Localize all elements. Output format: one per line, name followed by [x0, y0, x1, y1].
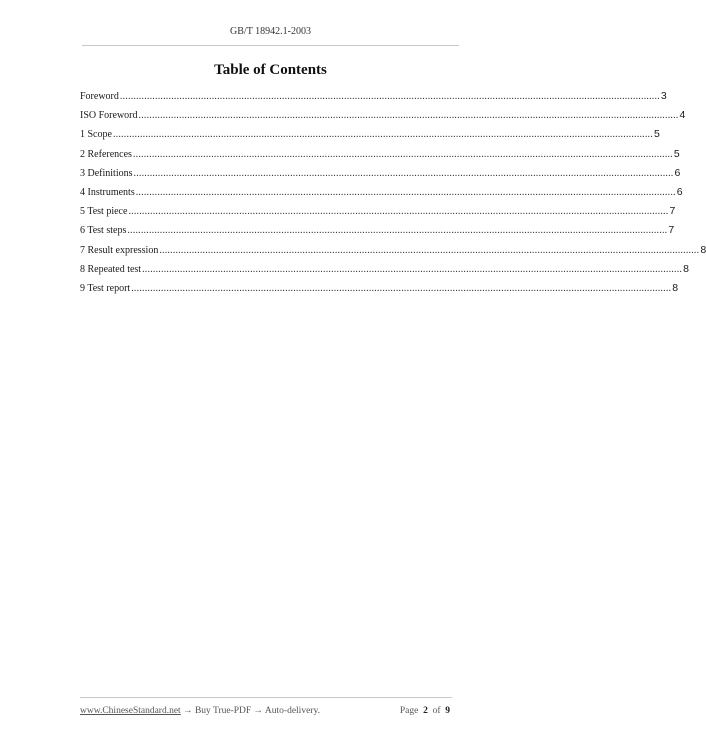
toc-entry[interactable]: [80, 224, 675, 243]
toc-dot-leader: ........................................................................................................................................................................................................: [128, 206, 669, 218]
toc-entry-page: 7: [668, 224, 675, 237]
toc-entry[interactable]: [80, 166, 681, 186]
header-divider: [82, 45, 459, 46]
toc-entry-page: 6: [674, 166, 681, 179]
toc-entry-page: 7: [669, 205, 676, 218]
toc-entry[interactable]: [80, 90, 667, 109]
toc-entry[interactable]: [80, 128, 660, 147]
toc-entry-label: 5 Test piece: [80, 206, 128, 218]
toc-entry-label: 6 Test steps: [80, 225, 127, 237]
toc-entry-label: Foreword: [80, 91, 119, 102]
toc-dot-leader: ........................................................................................................................................................................................................: [133, 167, 674, 179]
page-header: GB/T 18942.1-2003: [230, 26, 311, 37]
toc-dot-leader: ........................................................................................................................................................................................................: [132, 148, 673, 160]
toc-entry-label: 9 Test report: [80, 282, 131, 294]
toc-list: [80, 90, 706, 301]
footer-promo: [80, 706, 320, 716]
toc-entry[interactable]: [80, 205, 676, 224]
toc-entry-label: 4 Instruments: [80, 186, 135, 198]
toc-entry[interactable]: [80, 109, 686, 128]
toc-entry-label: 8 Repeated test: [80, 263, 142, 275]
toc-entry-page: 8: [700, 243, 706, 256]
toc-entry[interactable]: [80, 185, 683, 205]
toc-entry[interactable]: [80, 147, 680, 167]
site-link[interactable]: www.ChineseStandard.net: [80, 706, 181, 716]
toc-title: Table of Contents: [214, 62, 327, 78]
toc-entry-page: 8: [672, 281, 679, 294]
toc-dot-leader: ........................................................................................................................................................................................................: [135, 186, 676, 198]
toc-entry-page: 8: [683, 262, 689, 275]
page-indicator: [400, 706, 450, 716]
toc-dot-leader: ........................................................................................................................................................................................................: [142, 263, 683, 275]
toc-entry-page: 4: [679, 109, 686, 122]
page-label: Page: [399, 706, 419, 716]
toc-entry-page: 5: [653, 128, 660, 141]
toc-entry-label: 3 Definitions: [80, 167, 133, 179]
toc-dot-leader: ........................................................................................................................................................................................................: [127, 225, 668, 237]
current-page-number: 2: [423, 706, 428, 716]
toc-entry[interactable]: [80, 262, 689, 282]
toc-dot-leader: ........................................................................................................................................................................................................: [159, 244, 700, 256]
toc-dot-leader: ........................................................................................................................................................................................................: [131, 282, 672, 294]
toc-entry-label: 1 Scope: [80, 129, 112, 141]
footer-divider: [80, 697, 452, 698]
toc-dot-leader: ........................................................................................................................................................................................................: [138, 110, 679, 122]
toc-entry-page: 3: [660, 90, 667, 102]
toc-entry-label: 7 Result expression: [80, 244, 159, 256]
toc-entry-label: ISO Foreword: [80, 110, 138, 122]
page-of-label: of: [432, 706, 441, 716]
toc-entry-page: 5: [673, 147, 680, 160]
toc-entry-page: 6: [676, 185, 683, 198]
toc-entry[interactable]: [80, 281, 679, 301]
total-page-number: 9: [445, 706, 450, 716]
toc-dot-leader: ........................................................................................................................................................................................................: [119, 91, 660, 102]
toc-entry-label: 2 References: [80, 148, 132, 160]
toc-entry[interactable]: [80, 243, 706, 263]
toc-dot-leader: ........................................................................................................................................................................................................: [112, 129, 653, 141]
footer-promo-text: → Buy True-PDF → Auto-delivery.: [180, 706, 320, 716]
